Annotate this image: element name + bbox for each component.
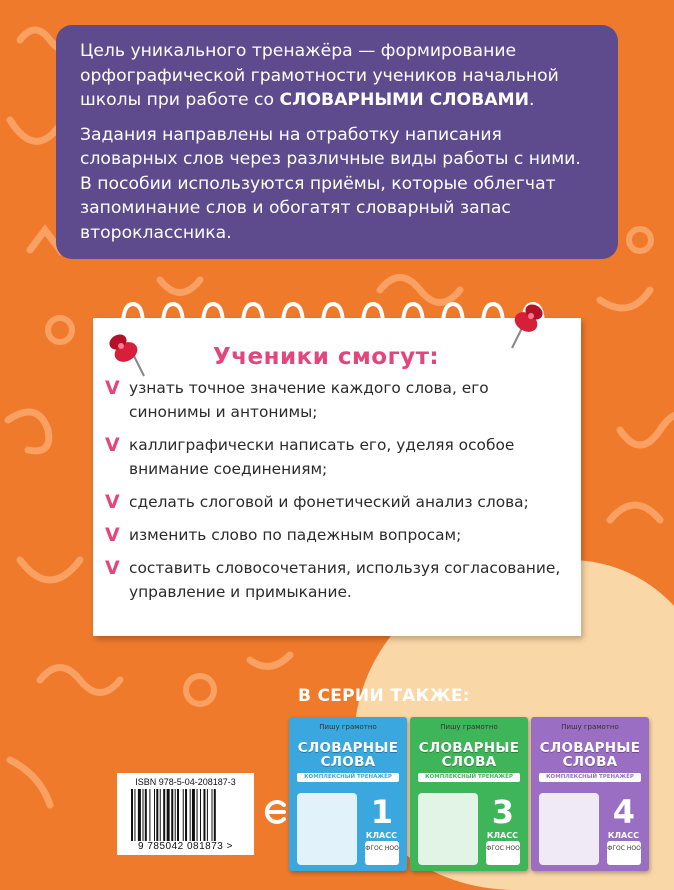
publisher-logo-icon	[262, 797, 292, 827]
book-subtitle: КОМПЛЕКСНЫЙ ТРЕНАЖЁР	[539, 773, 641, 782]
book-illustration	[297, 793, 357, 865]
book-subtitle: КОМПЛЕКСНЫЙ ТРЕНАЖЁР	[297, 773, 399, 782]
series-title: В СЕРИИ ТАКЖЕ:	[298, 686, 470, 706]
pushpin-icon	[104, 330, 152, 382]
book-cover-grade-3	[410, 717, 528, 871]
barcode-icon	[131, 789, 241, 841]
info-paragraph-1: Цель уникального тренажёра — формирование орфографической грамотности учеников начальной школы при работе со СЛОВАРНЫМИ СЛОВАМИ.	[80, 41, 559, 110]
notepad-title: Ученики смогут:	[213, 344, 440, 370]
book-cover-grade-4	[531, 717, 649, 871]
book-illustration	[539, 793, 599, 865]
book-grade: 4	[612, 793, 635, 831]
book-subtitle: КОМПЛЕКСНЫЙ ТРЕНАЖЁР	[418, 773, 520, 782]
fgos-badge: ФГОС НОО	[365, 841, 399, 865]
info-paragraph-2: Задания направлены на отработку написания словарных слов через различные виды работы с ними. В пособии используются приёмы, которые облегчат запоминание слов и обогатят словарный запас второклассника.	[80, 124, 581, 243]
list-item: V изменить слово по падежным вопросам;	[105, 524, 462, 546]
list-item: V сделать слоговой и фонетический анализ слова;	[105, 491, 529, 513]
skills-list	[105, 376, 565, 613]
book-klass: КЛАСС	[486, 831, 518, 840]
list-item: V составить словосочетания, используя согласование, управление и примыкание.	[105, 557, 561, 601]
pushpin-icon	[500, 300, 548, 352]
fgos-badge: ФГОС НОО	[607, 841, 641, 865]
check-icon: V	[105, 377, 120, 399]
info-box	[56, 25, 618, 259]
check-icon: V	[105, 557, 120, 579]
check-icon: V	[105, 434, 120, 456]
book-klass: КЛАСС	[365, 831, 397, 840]
barcode-box	[117, 773, 254, 855]
book-title: СЛОВАРНЫЕ СЛОВА	[539, 740, 641, 770]
list-item: V каллиграфически написать его, уделяя особое внимание соединениям;	[105, 434, 515, 478]
book-grade: 1	[370, 793, 393, 831]
book-title: СЛОВАРНЫЕ СЛОВА	[418, 740, 520, 770]
fgos-badge: ФГОС НОО	[486, 841, 520, 865]
book-title: СЛОВАРНЫЕ СЛОВА	[297, 740, 399, 770]
book-klass: КЛАСС	[607, 831, 639, 840]
book-series-label: Пишу грамотно	[319, 723, 377, 731]
book-illustration	[418, 793, 478, 865]
list-item: V узнать точное значение каждого слова, его синонимы и антонимы;	[105, 377, 489, 421]
check-icon: V	[105, 491, 120, 513]
isbn-label: ISBN 978-5-04-208187-3	[135, 777, 236, 787]
notepad-card	[93, 318, 581, 636]
check-icon: V	[105, 524, 120, 546]
book-cover-grade-1	[289, 717, 407, 871]
book-series-label: Пишу грамотно	[440, 723, 498, 731]
book-series-label: Пишу грамотно	[561, 723, 619, 731]
book-grade: 3	[491, 793, 514, 831]
barcode-number: 9 785042 081873 >	[138, 841, 233, 852]
